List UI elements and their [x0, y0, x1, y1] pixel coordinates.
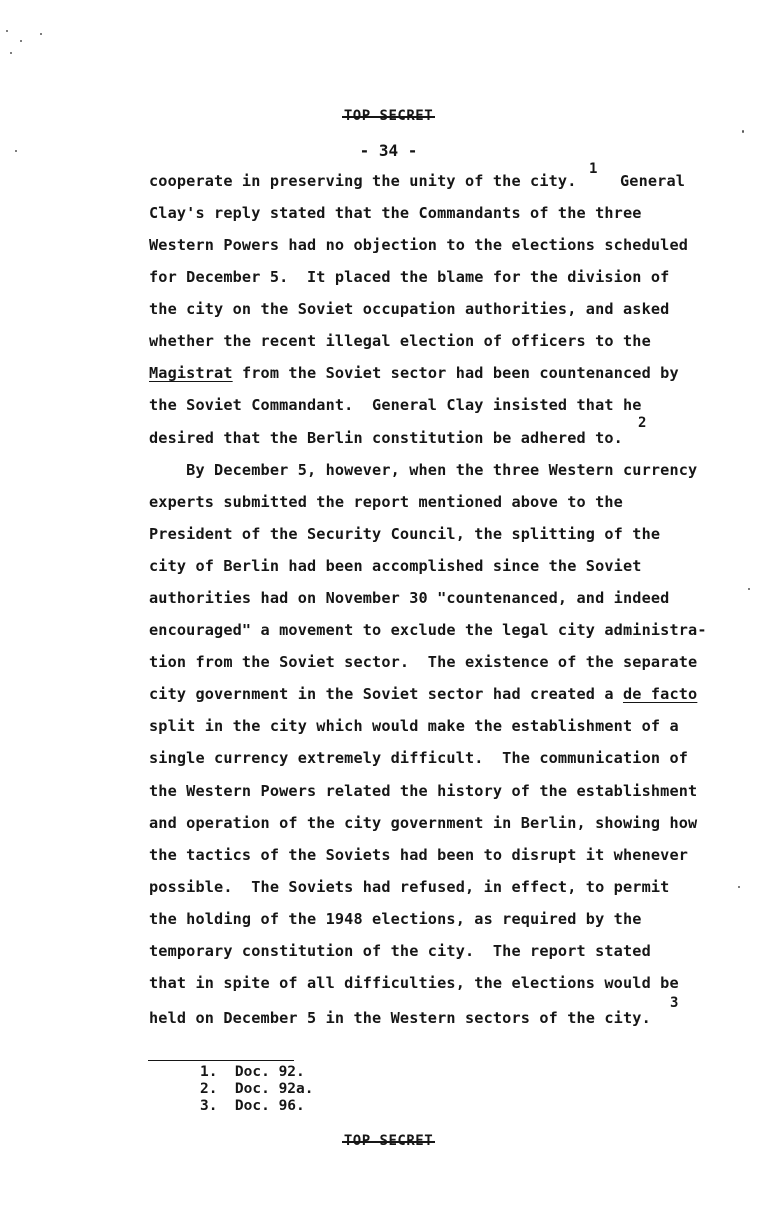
- body-line-15: encouraged" a movement to exclude the legal city administra-: [149, 621, 707, 639]
- classification-label: TOP SECRET: [343, 108, 434, 124]
- body-line-14: authorities had on November 30 "countenanced, and indeed: [149, 589, 670, 607]
- scan-speck: [742, 130, 744, 133]
- page-number: - 34 -: [359, 141, 418, 160]
- body-line-19: single currency extremely difficult. The communication of: [149, 749, 689, 767]
- scan-speck: [15, 150, 17, 152]
- footnote-divider: [148, 1060, 294, 1061]
- footnote-ref-2: 2: [638, 415, 647, 431]
- footnote-ref-3: 3: [670, 995, 679, 1011]
- scan-speck: [6, 30, 8, 32]
- magistrat-term: Magistrat: [149, 364, 233, 382]
- scan-speck: [10, 52, 12, 54]
- top-secret-header: [0, 108, 777, 124]
- footnote-2: 2. Doc. 92a.: [200, 1081, 314, 1097]
- body-line-5: the city on the Soviet occupation authorities, and asked: [149, 300, 670, 318]
- footnote-3: 3. Doc. 96.: [200, 1098, 305, 1114]
- body-line-7: Magistrat from the Soviet sector had been countenanced by: [149, 364, 679, 382]
- footnote-ref-1: 1: [589, 161, 598, 177]
- body-line-2: Clay's reply stated that the Commandants of the three: [149, 204, 642, 222]
- top-secret-footer: [0, 1133, 777, 1149]
- body-line-24: the holding of the 1948 elections, as required by the: [149, 910, 642, 928]
- body-line-23: possible. The Soviets had refused, in effect, to permit: [149, 878, 670, 896]
- body-line-8: the Soviet Commandant. General Clay insisted that he: [149, 396, 642, 414]
- body-line-10: By December 5, however, when the three Western currency: [149, 461, 698, 479]
- body-line-3: Western Powers had no objection to the elections scheduled: [149, 236, 689, 254]
- de-facto-term: de facto: [622, 685, 698, 703]
- scan-speck: [40, 33, 42, 35]
- scan-speck: [748, 588, 750, 590]
- body-line-4: for December 5. It placed the blame for the division of: [149, 268, 670, 286]
- body-line-6: whether the recent illegal election of officers to the: [149, 332, 651, 350]
- body-line-21: and operation of the city government in Berlin, showing how: [149, 814, 698, 832]
- scan-speck: [20, 40, 22, 42]
- scan-speck: [738, 886, 740, 888]
- body-line-22: the tactics of the Soviets had been to disrupt it whenever: [149, 846, 689, 864]
- footnote-1: 1. Doc. 92.: [200, 1064, 305, 1080]
- body-line-17: city government in the Soviet sector had created a de facto: [149, 685, 698, 703]
- body-line-13: city of Berlin had been accomplished since the Soviet: [149, 557, 642, 575]
- body-line-11: experts submitted the report mentioned above to the: [149, 493, 623, 511]
- classification-label-footer: TOP SECRET: [343, 1133, 434, 1149]
- body-line-16: tion from the Soviet sector. The existence of the separate: [149, 653, 698, 671]
- body-line-9: desired that the Berlin constitution be adhered to.: [149, 429, 623, 447]
- body-line-25: temporary constitution of the city. The report stated: [149, 942, 651, 960]
- body-line-1-tail: General: [620, 172, 686, 190]
- body-line-12: President of the Security Council, the splitting of the: [149, 525, 661, 543]
- body-line-18: split in the city which would make the establishment of a: [149, 717, 679, 735]
- body-line-1: cooperate in preserving the unity of the city.: [149, 172, 577, 190]
- body-line-27: held on December 5 in the Western sectors of the city.: [149, 1009, 651, 1027]
- body-line-20: the Western Powers related the history of the establishment: [149, 782, 698, 800]
- body-line-26: that in spite of all difficulties, the elections would be: [149, 974, 679, 992]
